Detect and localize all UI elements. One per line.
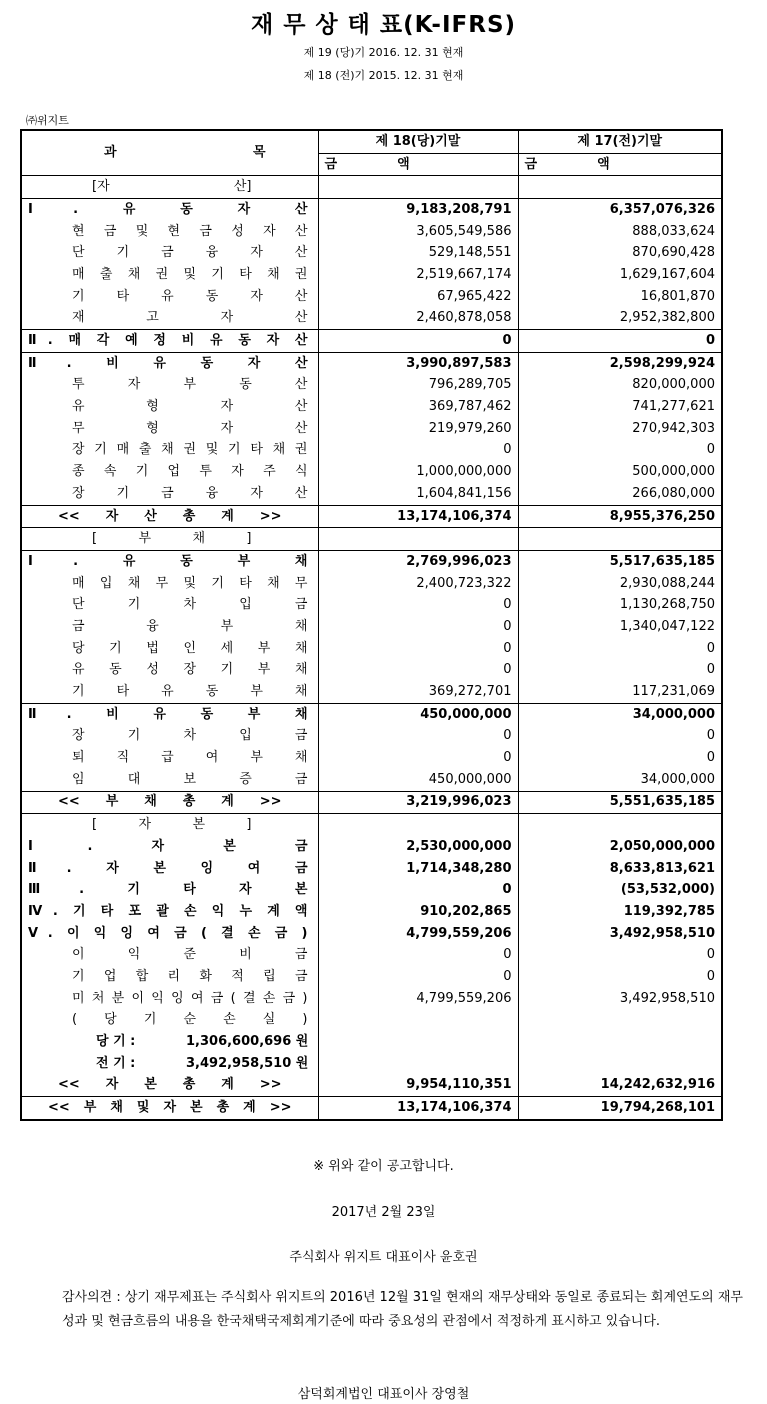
value-prior: 270,942,303 (518, 418, 722, 440)
value-current: 4,799,559,206 (318, 923, 518, 945)
col1-period-header: 제 18(당)기말 (318, 130, 518, 153)
value-prior: 117,231,069 (518, 681, 722, 703)
value-prior: 0 (518, 944, 722, 966)
value-current: 0 (318, 747, 518, 769)
table-row (21, 573, 722, 595)
value-current: 3,219,996,023 (318, 791, 518, 814)
row-label: [ 부 채 ] (21, 528, 318, 551)
value-prior (518, 814, 722, 836)
value-prior: 0 (518, 726, 722, 748)
table-body (21, 176, 722, 1120)
value-prior: 6,357,076,326 (518, 199, 722, 221)
table-row (21, 1097, 722, 1120)
table-row (21, 879, 722, 901)
row-label-amount: 3,492,958,510 원 (186, 1055, 309, 1071)
period-current: 제 19 (당)기 2016. 12. 31 현재 (303, 46, 464, 59)
value-prior: 2,930,088,244 (518, 573, 722, 595)
value-prior: 16,801,870 (518, 286, 722, 308)
row-label: << 부 채 및 자 본 총 계 >> (21, 1097, 318, 1120)
row-label: 매 출 채 권 및 기 타 채 권 (21, 264, 318, 286)
table-row (21, 176, 722, 199)
table-row (21, 858, 722, 880)
table-row (21, 308, 722, 330)
table-row (21, 901, 722, 923)
value-prior: 2,598,299,924 (518, 352, 722, 374)
value-current: 13,174,106,374 (318, 1097, 518, 1120)
table-row (21, 221, 722, 243)
value-prior: 119,392,785 (518, 901, 722, 923)
value-prior: 1,340,047,122 (518, 616, 722, 638)
row-label: Ⅱ. 비 유 동 자 산 (21, 352, 318, 374)
value-current: 2,519,667,174 (318, 264, 518, 286)
table-row (21, 1075, 722, 1097)
table-row (21, 483, 722, 505)
row-label: 기 타 유 동 부 채 (21, 681, 318, 703)
table-row (21, 242, 722, 264)
value-prior: 2,050,000,000 (518, 836, 722, 858)
value-current (318, 176, 518, 199)
row-label: Ⅰ. 유 동 자 산 (21, 199, 318, 221)
value-current (318, 528, 518, 551)
row-label: ( 당 기 순 손 실 ) (21, 1010, 318, 1032)
value-prior (518, 176, 722, 199)
account-header (28, 143, 312, 163)
value-prior: 34,000,000 (518, 769, 722, 791)
value-current: 0 (318, 638, 518, 660)
row-label (21, 1053, 318, 1075)
table-row (21, 396, 722, 418)
row-label-prefix: 당 기 : (96, 1034, 136, 1050)
value-current: 2,530,000,000 (318, 836, 518, 858)
balance-sheet-table (20, 129, 723, 1121)
table-row (21, 1053, 722, 1075)
table-row (21, 836, 722, 858)
announce-date: 2017년 2월 23일 (331, 1205, 436, 1220)
value-prior: (53,532,000) (518, 879, 722, 901)
value-prior (518, 528, 722, 551)
value-current: 2,400,723,322 (318, 573, 518, 595)
account-header-right: 목 (252, 145, 266, 161)
table-row (21, 418, 722, 440)
table-row (21, 1010, 722, 1032)
value-prior: 741,277,621 (518, 396, 722, 418)
row-label: 당 기 법 인 세 부 채 (21, 638, 318, 660)
value-current: 3,605,549,586 (318, 221, 518, 243)
auditor-signature: 삼덕회계법인 대표이사 장영철 (297, 1387, 470, 1402)
value-prior (518, 1053, 722, 1075)
value-current: 0 (318, 616, 518, 638)
table-row (21, 352, 722, 374)
table-row (21, 988, 722, 1010)
row-label: 투 자 부 동 산 (21, 375, 318, 397)
value-prior: 0 (518, 747, 722, 769)
value-current: 13,174,106,374 (318, 505, 518, 528)
value-prior: 500,000,000 (518, 461, 722, 483)
value-current: 1,000,000,000 (318, 461, 518, 483)
row-label (21, 1031, 318, 1053)
table-row (21, 769, 722, 791)
row-label: Ⅲ. 기 타 자 본 (21, 879, 318, 901)
col1-amount-header: 금액 (318, 153, 518, 176)
col2-amount-header: 금액 (518, 153, 722, 176)
table-row (21, 594, 722, 616)
row-label: 단 기 차 입 금 (21, 594, 318, 616)
value-prior: 5,551,635,185 (518, 791, 722, 814)
row-label: 기 타 유 동 자 산 (21, 286, 318, 308)
value-prior: 0 (518, 440, 722, 462)
value-current: 796,289,705 (318, 375, 518, 397)
row-label: Ⅰ. 자 본 금 (21, 836, 318, 858)
row-label: 유 동 성 장 기 부 채 (21, 660, 318, 682)
value-current: 0 (318, 944, 518, 966)
row-label: << 자 산 총 계 >> (21, 505, 318, 528)
row-label-prefix: 전 기 : (96, 1055, 136, 1071)
value-prior: 14,242,632,916 (518, 1075, 722, 1097)
header-row-1 (21, 130, 722, 153)
row-label: Ⅱ. 매 각 예 정 비 유 동 자 산 (21, 330, 318, 353)
table-row (21, 966, 722, 988)
value-current: 3,990,897,583 (318, 352, 518, 374)
row-label: 종 속 기 업 투 자 주 식 (21, 461, 318, 483)
value-current (318, 1031, 518, 1053)
notice: ※ 위와 같이 공고합니다. (313, 1159, 454, 1174)
row-label: << 부 채 총 계 >> (21, 791, 318, 814)
value-current: 9,183,208,791 (318, 199, 518, 221)
row-label: Ⅴ. 이 익 잉 여 금 ( 결 손 금 ) (21, 923, 318, 945)
table-row (21, 791, 722, 814)
value-current: 0 (318, 660, 518, 682)
value-current: 0 (318, 330, 518, 353)
row-label: 유 형 자 산 (21, 396, 318, 418)
table-row (21, 726, 722, 748)
value-current: 219,979,260 (318, 418, 518, 440)
value-current: 369,787,462 (318, 396, 518, 418)
row-label-amount: 1,306,600,696 원 (186, 1034, 309, 1050)
table-row (21, 528, 722, 551)
table-row (21, 264, 722, 286)
value-current: 1,714,348,280 (318, 858, 518, 880)
table-row (21, 330, 722, 353)
value-current: 0 (318, 440, 518, 462)
value-current: 2,769,996,023 (318, 551, 518, 573)
ceo-signature: 주식회사 위지트 대표이사 윤호권 (289, 1250, 478, 1265)
account-header-left: 과 (104, 145, 117, 161)
value-prior (518, 1031, 722, 1053)
row-label: 장 기 매 출 채 권 및 기 타 채 권 (21, 440, 318, 462)
table-row (21, 747, 722, 769)
col2-period-header: 제 17(전)기말 (518, 130, 722, 153)
table-row (21, 616, 722, 638)
value-prior: 5,517,635,185 (518, 551, 722, 573)
statement-title: 재 무 상 태 표(K-IFRS) (250, 12, 517, 38)
table-row (21, 199, 722, 221)
table-row (21, 551, 722, 573)
row-label: 장 기 금 융 자 산 (21, 483, 318, 505)
value-prior: 888,033,624 (518, 221, 722, 243)
row-label: 무 형 자 산 (21, 418, 318, 440)
row-label: [자 산] (21, 176, 318, 199)
value-prior: 870,690,428 (518, 242, 722, 264)
value-current (318, 1010, 518, 1032)
value-current: 67,965,422 (318, 286, 518, 308)
value-prior: 0 (518, 638, 722, 660)
value-prior: 8,633,813,621 (518, 858, 722, 880)
company-name: ㈜위지트 (26, 114, 69, 127)
value-prior: 3,492,958,510 (518, 923, 722, 945)
row-label: Ⅳ. 기 타 포 괄 손 익 누 계 액 (21, 901, 318, 923)
value-prior: 2,952,382,800 (518, 308, 722, 330)
value-current: 450,000,000 (318, 703, 518, 725)
table-row (21, 461, 722, 483)
value-current (318, 1053, 518, 1075)
value-current: 0 (318, 879, 518, 901)
row-label: 장 기 차 입 금 (21, 726, 318, 748)
row-label: 현 금 및 현 금 성 자 산 (21, 221, 318, 243)
value-prior: 3,492,958,510 (518, 988, 722, 1010)
value-prior: 266,080,000 (518, 483, 722, 505)
value-prior: 1,130,268,750 (518, 594, 722, 616)
audit-opinion: 감사의견 : 상기 재무제표는 주식회사 위지트의 2016년 12월 31일 현재의 재무상태와 동일로 종료되는 회계연도의 재무성과 및 현금흐름의 내용을 한국채택국제회계기준에 따라 중요성의 관점에서 적정하게 표시하고 있습니다. (62, 1290, 743, 1329)
value-prior: 19,794,268,101 (518, 1097, 722, 1120)
table-row (21, 681, 722, 703)
row-label: 금 융 부 채 (21, 616, 318, 638)
period-prior: 제 18 (전)기 2015. 12. 31 현재 (303, 69, 464, 82)
value-prior: 0 (518, 966, 722, 988)
row-label: Ⅱ. 비 유 동 부 채 (21, 703, 318, 725)
row-label: 매 입 채 무 및 기 타 채 무 (21, 573, 318, 595)
row-label: << 자 본 총 계 >> (21, 1075, 318, 1097)
row-label: 임 대 보 증 금 (21, 769, 318, 791)
value-prior (518, 1010, 722, 1032)
table-row (21, 1031, 722, 1053)
value-prior: 8,955,376,250 (518, 505, 722, 528)
table-row (21, 375, 722, 397)
value-prior: 1,629,167,604 (518, 264, 722, 286)
table-row (21, 440, 722, 462)
value-prior: 0 (518, 660, 722, 682)
row-label: Ⅰ. 유 동 부 채 (21, 551, 318, 573)
value-current: 0 (318, 966, 518, 988)
table-row (21, 944, 722, 966)
value-current (318, 814, 518, 836)
value-prior: 0 (518, 330, 722, 353)
value-prior: 34,000,000 (518, 703, 722, 725)
row-label: 재 고 자 산 (21, 308, 318, 330)
value-current: 0 (318, 594, 518, 616)
value-current: 2,460,878,058 (318, 308, 518, 330)
value-current: 910,202,865 (318, 901, 518, 923)
value-prior: 820,000,000 (518, 375, 722, 397)
row-label: 단 기 금 융 자 산 (21, 242, 318, 264)
table-row (21, 814, 722, 836)
value-current: 0 (318, 726, 518, 748)
value-current: 450,000,000 (318, 769, 518, 791)
row-label: Ⅱ. 자 본 잉 여 금 (21, 858, 318, 880)
row-label: 미 처 분 이 익 잉 여 금 ( 결 손 금 ) (21, 988, 318, 1010)
row-label: 기 업 합 리 화 적 립 금 (21, 966, 318, 988)
table-row (21, 638, 722, 660)
value-current: 9,954,110,351 (318, 1075, 518, 1097)
table-row (21, 923, 722, 945)
value-current: 529,148,551 (318, 242, 518, 264)
value-current: 369,272,701 (318, 681, 518, 703)
row-label: 퇴 직 급 여 부 채 (21, 747, 318, 769)
row-label: 이 익 준 비 금 (21, 944, 318, 966)
table-row (21, 286, 722, 308)
value-current: 4,799,559,206 (318, 988, 518, 1010)
table-row (21, 505, 722, 528)
table-row (21, 703, 722, 725)
value-current: 1,604,841,156 (318, 483, 518, 505)
row-label: [ 자 본 ] (21, 814, 318, 836)
table-row (21, 660, 722, 682)
